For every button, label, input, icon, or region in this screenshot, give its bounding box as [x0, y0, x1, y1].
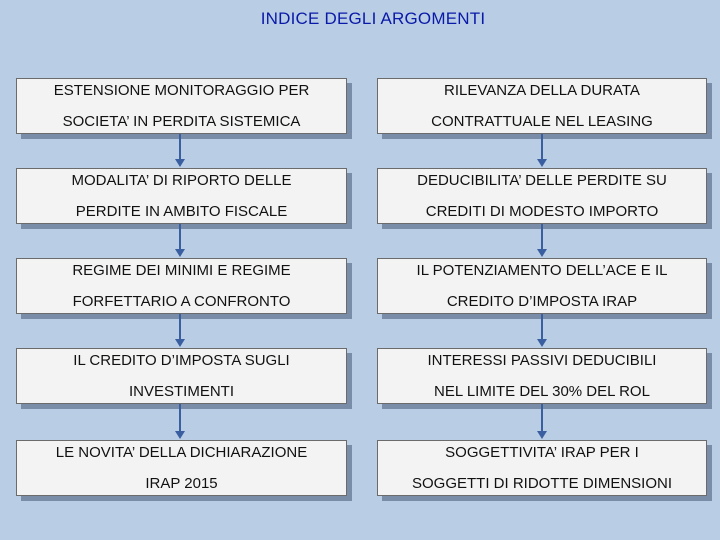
topic-line: RILEVANZA DELLA DURATA	[444, 82, 640, 99]
page-title: INDICE DEGLI ARGOMENTI	[260, 9, 486, 28]
down-arrow-icon	[537, 134, 547, 168]
topic-box-left-2[interactable]	[16, 168, 347, 224]
topic-box-right-4[interactable]	[377, 348, 707, 404]
down-arrow-icon	[175, 224, 185, 258]
topic-line: IRAP 2015	[145, 475, 218, 492]
topic-line: CREDITO D’IMPOSTA IRAP	[446, 293, 638, 310]
topic-line: CONTRATTUALE NEL LEASING	[431, 113, 653, 130]
down-arrow-icon	[537, 314, 547, 348]
topic-line: IL CREDITO D’IMPOSTA SUGLI	[73, 352, 290, 369]
topic-box-right-1[interactable]	[377, 78, 707, 134]
topic-box-left-3[interactable]	[16, 258, 347, 314]
topic-box-right-5[interactable]	[377, 440, 707, 496]
topic-line: ESTENSIONE MONITORAGGIO PER	[53, 82, 310, 99]
topic-box-right-3[interactable]	[377, 258, 707, 314]
topic-line: SOGGETTIVITA’ IRAP PER I	[445, 444, 639, 461]
topic-line: INTERESSI PASSIVI DEDUCIBILI	[427, 352, 657, 369]
topic-line: SOCIETA’ IN PERDITA SISTEMICA	[62, 113, 301, 130]
topic-line: LE NOVITA’ DELLA DICHIARAZIONE	[55, 444, 308, 461]
topic-box-left-5[interactable]	[16, 440, 347, 496]
down-arrow-icon	[175, 404, 185, 440]
topic-line: DEDUCIBILITA’ DELLE PERDITE SU	[417, 172, 667, 189]
topic-line: INVESTIMENTI	[128, 383, 234, 400]
topic-line: CREDITI DI MODESTO IMPORTO	[425, 203, 659, 220]
topic-line: FORFETTARIO A CONFRONTO	[72, 293, 291, 310]
down-arrow-icon	[175, 134, 185, 168]
topic-box-left-1[interactable]	[16, 78, 347, 134]
down-arrow-icon	[175, 314, 185, 348]
topic-line: SOGGETTI DI RIDOTTE DIMENSIONI	[411, 475, 672, 492]
topic-line: PERDITE IN AMBITO FISCALE	[75, 203, 288, 220]
down-arrow-icon	[537, 404, 547, 440]
topic-line: NEL LIMITE DEL 30% DEL ROL	[434, 383, 650, 400]
topic-line: IL POTENZIAMENTO DELL’ACE E IL	[416, 262, 668, 279]
topic-line: REGIME DEI MINIMI E REGIME	[72, 262, 291, 279]
topic-box-left-4[interactable]	[16, 348, 347, 404]
topic-box-right-2[interactable]	[377, 168, 707, 224]
topic-line: MODALITA’ DI RIPORTO DELLE	[71, 172, 292, 189]
down-arrow-icon	[537, 224, 547, 258]
